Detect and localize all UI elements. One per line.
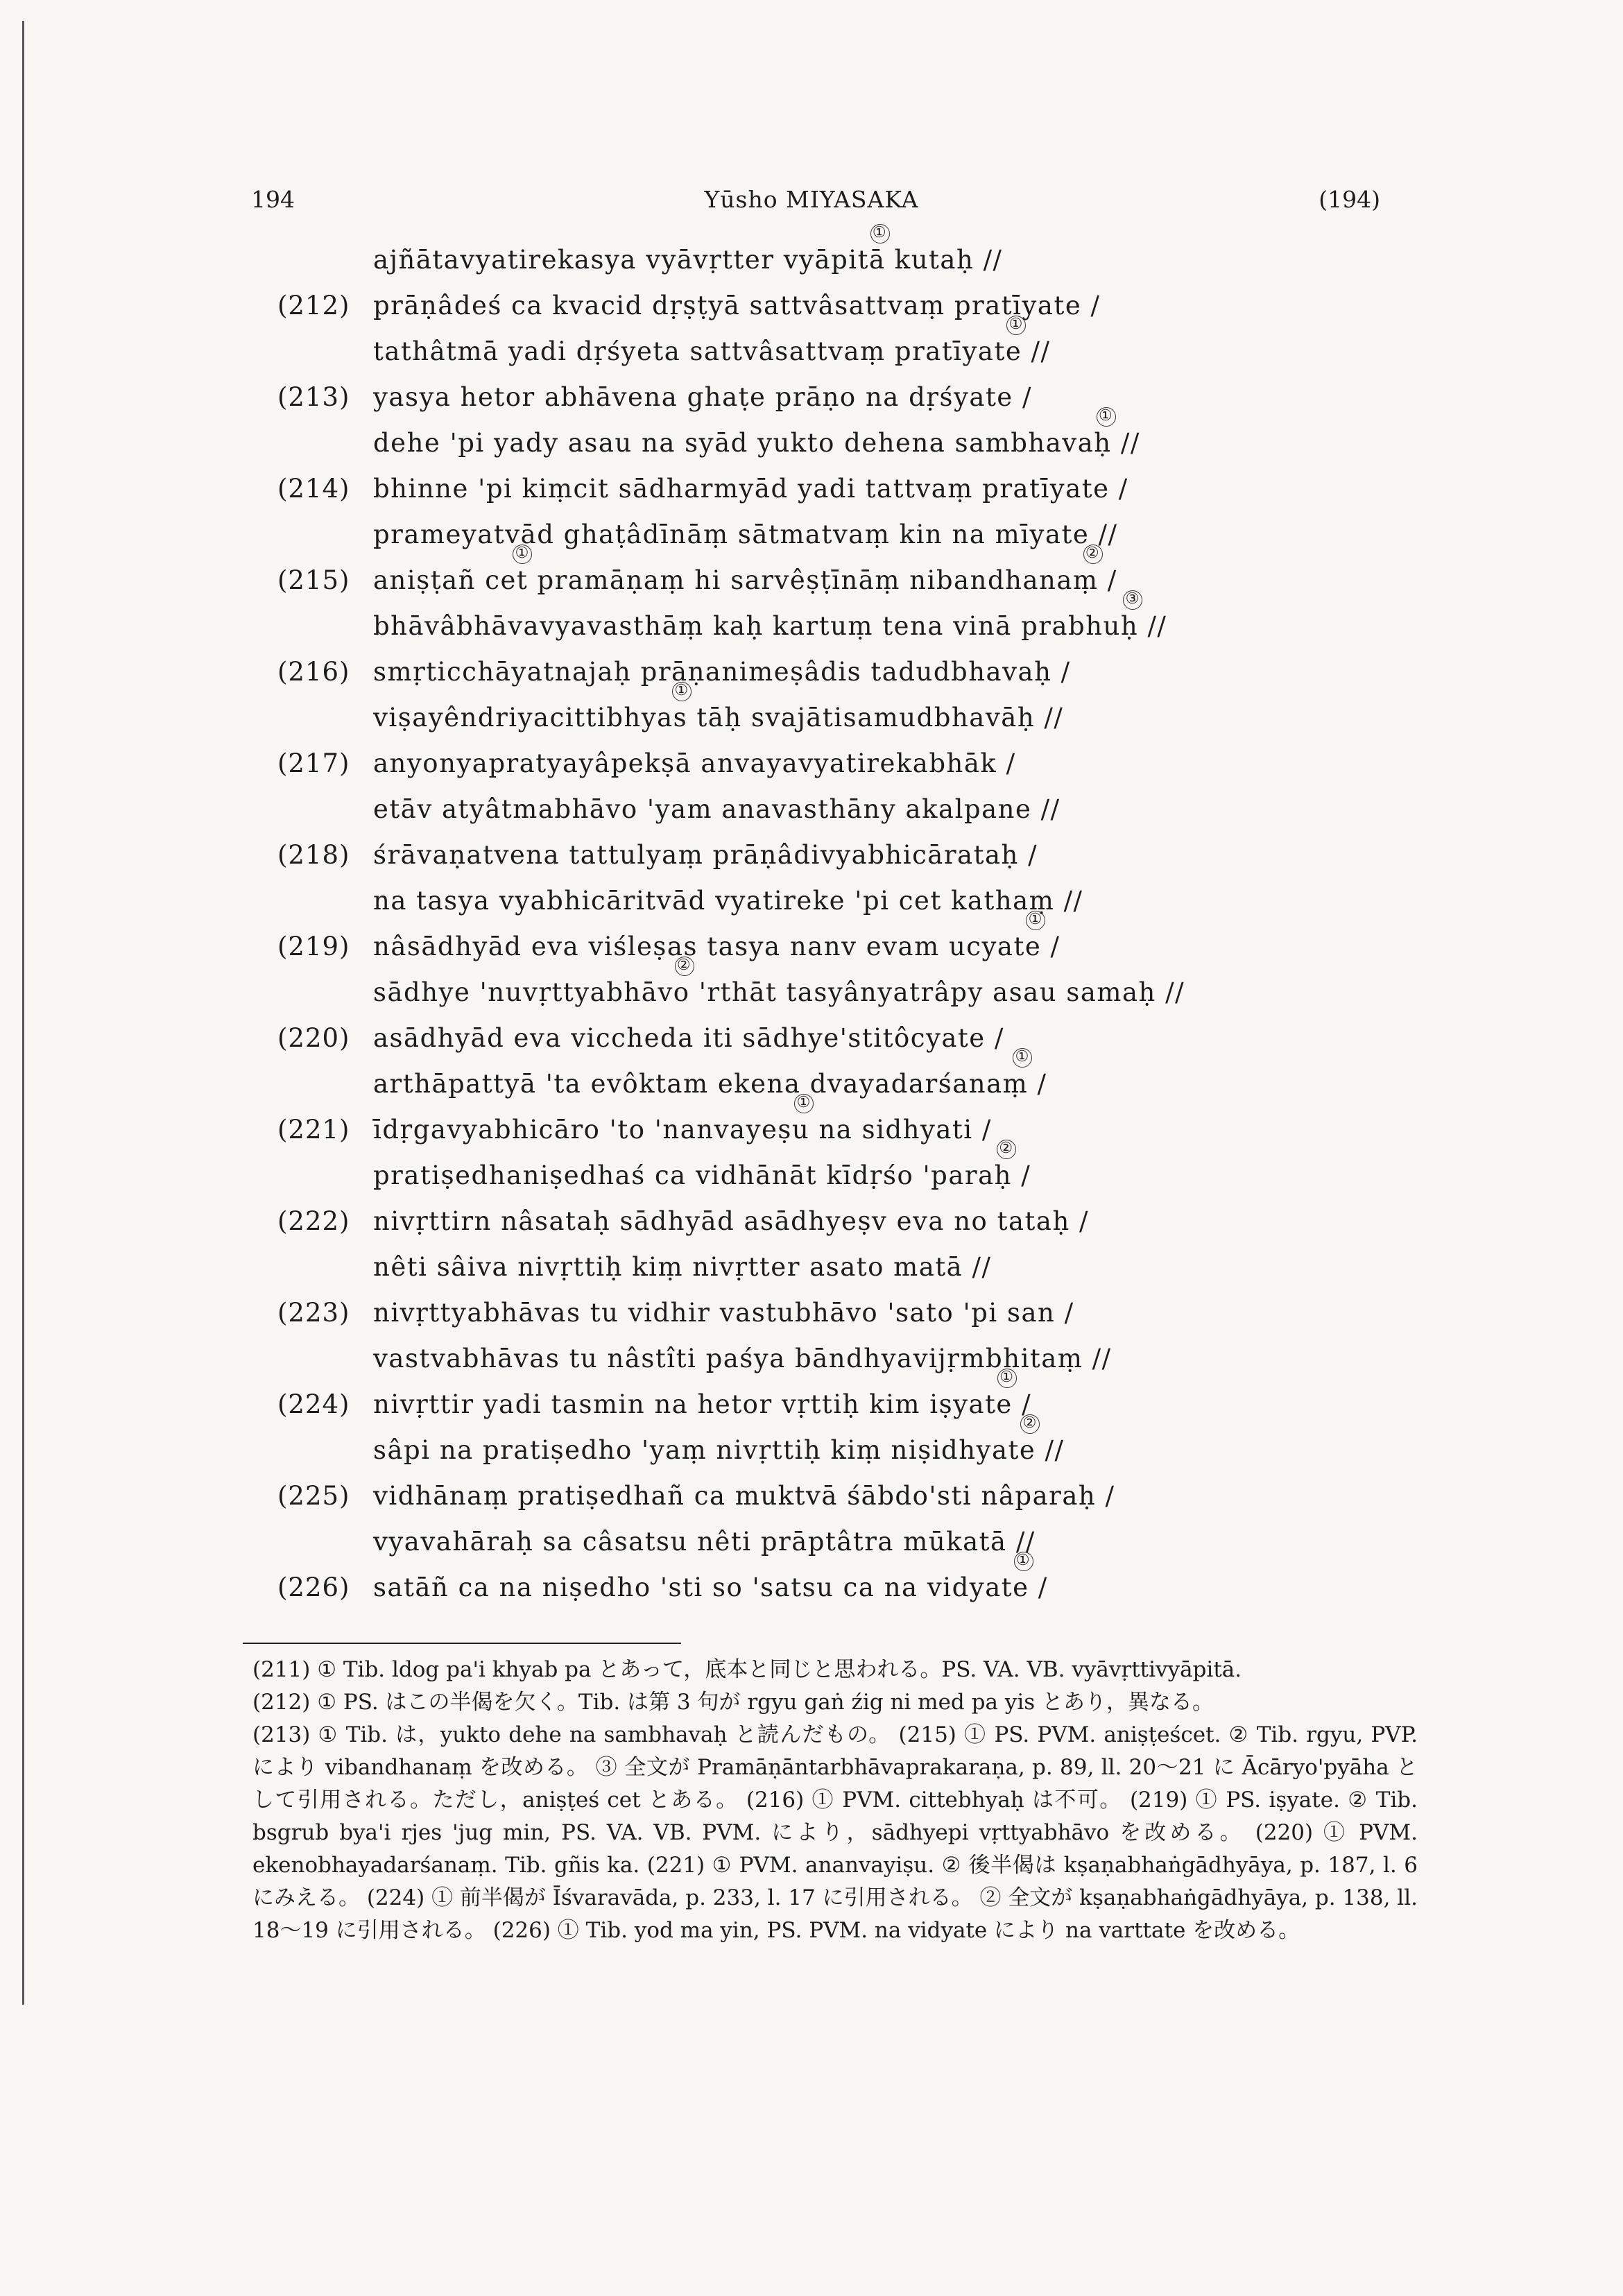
footnote-marker: ① (1026, 911, 1045, 930)
verse-number: (216) (277, 657, 350, 687)
running-header (0, 186, 1623, 228)
verse-number: (214) (277, 474, 350, 504)
verse-number: (225) (277, 1481, 350, 1511)
footnote-marker: ② (1020, 1414, 1040, 1434)
verse-line (277, 873, 1387, 918)
verse-text: nâsādhyād eva viśleṣas tasya nanv evam ucyate ① / (373, 911, 1060, 961)
verse-text: vidhānaṃ pratiṣedhañ ca muktvā śābdo'sti nâparaḥ / (373, 1481, 1115, 1511)
verse-number: (217) (277, 748, 350, 778)
verse (277, 1369, 1387, 1468)
footnote: (212) ① PS. はこの半偈を欠く。Tib. は第 3 句が rgyu gaṅ źig ni med pa yis とあり，異なる。 (252, 1690, 1214, 1715)
verse-line (277, 224, 1387, 277)
verse-line (277, 1285, 1387, 1330)
verse-line (277, 590, 1387, 644)
verse-text: prameyatvād ghaṭâdīnāṃ sātmatvaṃ kin na mīyate // (373, 520, 1118, 549)
verse (277, 1552, 1387, 1605)
footnote-marker: ① (1013, 1048, 1032, 1068)
verse-line (277, 1140, 1387, 1193)
verse-text: arthāpattyā 'ta evôktam ekena dvayadarśanaṃ ① / (373, 1048, 1047, 1099)
verse-line (277, 1330, 1387, 1376)
verse-text: vyavahāraḥ sa câsatsu nêti prāptâtra mūkatā // (373, 1527, 1036, 1557)
verse-number: (226) (277, 1573, 350, 1602)
verse-number: (218) (277, 840, 350, 870)
verse-line (277, 1468, 1387, 1514)
verse-line (277, 1369, 1387, 1422)
footnote-marker: ② (997, 1140, 1016, 1159)
verse-text: aniṣṭañ cet ① pramāṇaṃ hi sarvêṣṭīnāṃ nibandhanaṃ ② / (373, 545, 1117, 595)
verse-text: bhinne 'pi kiṃcit sādharmyād yadi tattvaṃ pratīyate / (373, 474, 1128, 504)
verse-number: (221) (277, 1115, 350, 1145)
verse (277, 1094, 1387, 1193)
verse-line (277, 316, 1387, 369)
verse-number: (224) (277, 1389, 350, 1419)
scan-edge-line (22, 21, 24, 2005)
verse-line (277, 1010, 1387, 1056)
verse-line (277, 1193, 1387, 1239)
verse-text: vastvabhāvas tu nâstîti paśya bāndhyavijṛmbhitaṃ // (373, 1344, 1112, 1373)
footnote-rule (243, 1643, 681, 1644)
verse-line (277, 1552, 1387, 1605)
verse (277, 224, 1387, 277)
page-number-right: (194) (1319, 186, 1380, 213)
footnote-marker: ② (675, 957, 694, 976)
verse-number: (219) (277, 932, 350, 961)
footnote-marker: ③ (1123, 590, 1142, 610)
verse-line (277, 1094, 1387, 1147)
verse (277, 277, 1387, 369)
verse (277, 1285, 1387, 1376)
verse-line (277, 827, 1387, 873)
verse-number: (212) (277, 291, 350, 320)
verse-text: śrāvaṇatvena tattulyaṃ prāṇâdivyabhicārataḥ / (373, 840, 1038, 870)
verse (277, 911, 1387, 1010)
verse-line (277, 735, 1387, 781)
verse-line (277, 545, 1387, 598)
verse-number: (220) (277, 1023, 350, 1053)
verse-text: pratiṣedhaniṣedhaś ca vidhānāt kīdṛśo 'paraḥ ② / (373, 1140, 1031, 1190)
verse-line (277, 1414, 1387, 1468)
footnote-marker: ① (1097, 407, 1116, 427)
verse-text: asādhyād eva viccheda iti sādhye'stitôcyate / (373, 1023, 1004, 1053)
footnote-marker: ① (1014, 1552, 1033, 1571)
footnote-marker: ② (1083, 545, 1103, 564)
verse-text: prāṇâdeś ca kvacid dṛṣṭyā sattvâsattvaṃ pratīyate / (373, 291, 1101, 320)
verse-text: ajñātavyatirekasya vyāvṛtter vyāpitā ① kutaḥ // (373, 224, 1003, 275)
verse-line (277, 957, 1387, 1010)
verse-number: (222) (277, 1206, 350, 1236)
verse-text: na tasya vyabhicāritvād vyatireke 'pi cet kathaṃ // (373, 886, 1083, 916)
verse-text: nivṛttirn nâsataḥ sādhyād asādhyeṣv eva no tataḥ / (373, 1206, 1089, 1236)
verse-block (277, 224, 1387, 1605)
footnotes (252, 1654, 1418, 1947)
verse-text: satāñ ca na niṣedho 'sti so 'satsu ca na vidyate ① / (373, 1552, 1048, 1602)
verse-text: dehe 'pi yady asau na syād yukto dehena sambhavaḥ ① // (373, 407, 1140, 458)
footnote-marker: ① (513, 545, 532, 564)
verse (277, 1468, 1387, 1559)
footnote-marker: ① (794, 1094, 814, 1113)
verse-text: etāv atyâtmabhāvo 'yam anavasthāny akalpane // (373, 794, 1060, 824)
verse-text: yasya hetor abhāvena ghaṭe prāṇo na dṛśyate / (373, 382, 1032, 412)
verse (277, 827, 1387, 918)
verse-text: īdṛgavyabhicāro 'to 'nanvayeṣu ① na sidhyati / (373, 1094, 992, 1145)
verse (277, 1010, 1387, 1102)
footnote-marker: ① (1006, 316, 1026, 335)
verse (277, 461, 1387, 552)
page-number-left: 194 (251, 186, 295, 213)
verse (277, 1193, 1387, 1285)
footnote: (213) ① Tib. は，yukto dehe na sambhavaḥ と読んだもの。 (215) ① PS. PVM. aniṣṭeścet. ② Tib. rgyu, PVP. により vibandhanaṃ を改める。 ③ 全文が Pramāṇāntarbhāvaprakaraṇa, p. 89, ll. 20～21 に Ācāryo'pyāha として引用される。ただし，aniṣṭeś cet とある。 (216) ① PVM. cittebhyaḥ は不可。 (219) ① PS. iṣyate. ② Tib. bsgrub bya'i rjes 'jug min, PS. VA. VB. PVM. により，sādhyepi vṛttyabhāvo を改める。 (220) ① PVM. ekenobhayadarśanaṃ. Tib. gñis ka. (221) ① PVM. ananvayiṣu. ② 後半偈は kṣaṇabhaṅgādhyāya, p. 187, l. 6 にみえる。 (224) ① 前半偈が Īśvaravāda, p. 233, l. 17 に引用される。 ② 全文が kṣaṇabhaṅgādhyāya, p. 138, ll. 18～19 に引用される。 (226) ① Tib. yod ma yin, PS. PVM. na vidyate により na varttate を改める。 (252, 1722, 1418, 1943)
verse-text: sâpi na pratiṣedho 'yaṃ nivṛttiḥ kiṃ niṣidhyate ② // (373, 1414, 1065, 1465)
verse-line (277, 682, 1387, 735)
verse-number: (213) (277, 382, 350, 412)
verse (277, 735, 1387, 827)
footnote-marker: ① (672, 682, 692, 701)
verse-text: sādhye 'nuvṛttyabhāvo ② 'rthāt tasyânyatrâpy asau samaḥ // (373, 957, 1185, 1007)
verse-line (277, 1048, 1387, 1102)
verse-line (277, 461, 1387, 506)
verse-text: nivṛttir yadi tasmin na hetor vṛttiḥ kim iṣyate ① / (373, 1369, 1032, 1419)
verse-line (277, 1239, 1387, 1285)
verse-line (277, 644, 1387, 689)
footnote: (211) ① Tib. ldog pa'i khyab pa とあって，底本と同じと思われる。PS. VA. VB. vyāvṛttivyāpitā. (252, 1657, 1242, 1682)
verse-text: anyonyapratyayâpekṣā anvayavyatirekabhāk / (373, 748, 1016, 778)
author-title: Yūsho MIYASAKA (704, 186, 919, 213)
verse-text: nivṛttyabhāvas tu vidhir vastubhāvo 'sato 'pi san / (373, 1298, 1074, 1328)
verse (277, 545, 1387, 644)
verse-text: tathâtmā yadi dṛśyeta sattvâsattvaṃ pratīyate ① // (373, 316, 1051, 366)
verse-line (277, 407, 1387, 461)
verse (277, 369, 1387, 461)
verse-line (277, 1514, 1387, 1559)
verse-line (277, 369, 1387, 415)
verse (277, 644, 1387, 735)
verse-line (277, 506, 1387, 552)
verse-line (277, 277, 1387, 323)
verse-line (277, 781, 1387, 827)
verse-text: bhāvâbhāvavyavasthāṃ kaḥ kartuṃ tena vinā prabhuḥ ③ // (373, 590, 1167, 641)
verse-text: viṣayêndriyacittibhyas ① tāḥ svajātisamudbhavāḥ // (373, 682, 1064, 733)
verse-text: smṛticchāyatnajaḥ prāṇanimeṣâdis tadudbhavaḥ / (373, 657, 1071, 687)
footnote-marker: ① (870, 224, 890, 243)
verse-number: (215) (277, 565, 350, 595)
footnote-marker: ① (997, 1369, 1017, 1388)
verse-line (277, 911, 1387, 964)
verse-number: (223) (277, 1298, 350, 1328)
verse-text: nêti sâiva nivṛttiḥ kiṃ nivṛtter asato matā // (373, 1252, 992, 1282)
